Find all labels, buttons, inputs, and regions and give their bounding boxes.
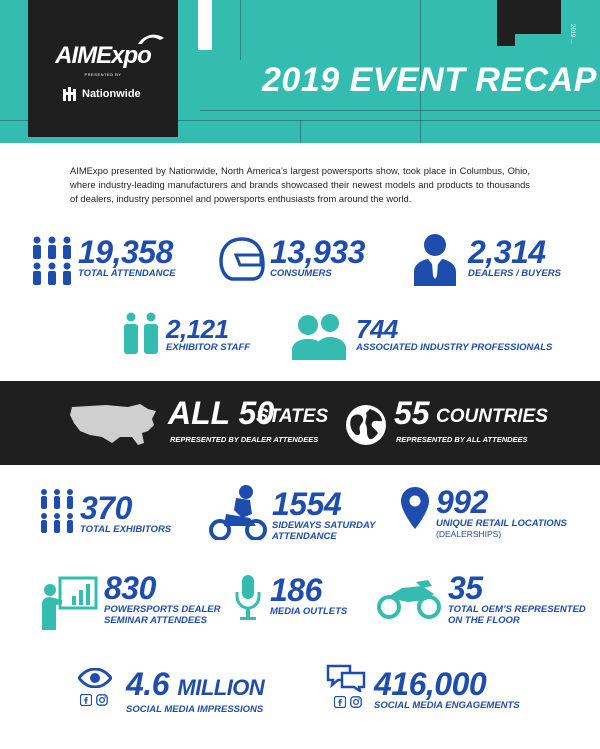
stat-value: 830 [104, 570, 156, 606]
stat-label: TOTAL EXHIBITORS [80, 524, 172, 535]
stat-label: TOTAL ATTENDANCE [78, 268, 176, 279]
stat-total-exhibitors [80, 492, 171, 535]
stat-label: MEDIA OUTLETS [270, 606, 348, 617]
countries-sub: REPRESENTED BY ALL ATTENDEES [396, 435, 528, 444]
stat-value: 1554 [272, 486, 342, 522]
instagram-icon [96, 694, 108, 706]
businessman-icon [412, 232, 458, 286]
eye-icon [78, 668, 112, 688]
stat-label-2: SEMINAR ATTENDEES [104, 615, 207, 626]
decor-white-bar [198, 0, 212, 50]
decor-black-square-small [497, 34, 515, 46]
presented-by-text: PRESENTED BY [84, 72, 122, 77]
states-sub: REPRESENTED BY DEALER ATTENDEES [170, 435, 319, 444]
countries-value: 55 [394, 395, 430, 431]
location-pin-icon [400, 486, 430, 530]
staff-pair-icon [122, 312, 160, 360]
stat-label: SOCIAL MEDIA IMPRESSIONS [126, 704, 264, 715]
stat-total-attendance [78, 236, 176, 279]
chat-bubbles-icon [326, 664, 366, 692]
reach-band [0, 381, 600, 465]
countries-unit: COUNTRIES [436, 406, 548, 427]
stat-label: CONSUMERS [270, 268, 332, 279]
side-label: 2019 ... [569, 24, 575, 45]
helmet-icon [218, 235, 266, 283]
stat-value-unit: MILLION [177, 675, 265, 700]
stat-value: 13,933 [270, 234, 365, 270]
intro-paragraph: AIMExpo presented by Nationwide, North America’s largest powersports show, took place in Columbus, Ohio, where industry-leading manufacturers and brands showcased their newest models and products to thousands of dealers, industry personnel and powersports enthusiasts from around the world. [70, 165, 530, 204]
stat-value: 2,314 [468, 234, 546, 270]
instagram-icon [350, 696, 362, 708]
motorcycle-icon [376, 578, 442, 620]
stat-value: 35 [448, 570, 483, 606]
stat-label-2: ATTENDANCE [272, 531, 337, 542]
globe-icon [344, 403, 388, 447]
stat-consumers [270, 236, 365, 279]
stat-label-2: (DEALERSHIPS) [436, 529, 502, 539]
facebook-icon [334, 696, 346, 708]
sponsor-name: Nationwide [82, 88, 141, 100]
usa-map-icon [68, 401, 160, 449]
stat-label: SIDEWAYS SATURDAY [272, 520, 376, 531]
logo-aimexpo: AIMExpo [55, 42, 151, 69]
stat-label: TOTAL OEM’S REPRESENTED [448, 604, 586, 615]
stat-social-engagements [374, 668, 520, 711]
decor-black-square [497, 0, 561, 34]
stat-retail-locations [436, 486, 567, 540]
people-group-icon [30, 236, 74, 288]
flat-track-rider-icon [206, 484, 268, 540]
stat-label: POWERSPORTS DEALER [104, 604, 221, 615]
stat-value: 744 [356, 314, 398, 344]
stat-value: 370 [80, 490, 132, 526]
stat-sideways-saturday [272, 488, 375, 542]
stat-value: 186 [270, 572, 322, 608]
nationwide-logo-icon [62, 86, 78, 102]
professionals-icon [292, 312, 346, 360]
stat-value: 19,358 [78, 234, 173, 270]
stat-social-impressions [126, 668, 264, 715]
stat-dealers-buyers [468, 236, 561, 279]
states-value: ALL 50 [168, 395, 275, 431]
presenter-icon [40, 574, 98, 630]
stat-value: 2,121 [166, 314, 229, 344]
stat-label-2: ON THE FLOOR [448, 615, 520, 626]
stat-label: DEALERS / BUYERS [468, 268, 561, 279]
stat-total-oems [448, 572, 586, 626]
stat-label: UNIQUE RETAIL LOCATIONS [436, 518, 567, 529]
facebook-icon [80, 694, 92, 706]
stat-value: 416,000 [374, 666, 487, 702]
stat-label: SOCIAL MEDIA ENGAGEMENTS [374, 700, 520, 711]
people-group-icon [38, 488, 76, 536]
stat-value: 4.6 [126, 666, 169, 702]
logo-block [28, 0, 178, 137]
states-unit: STATES [256, 406, 329, 427]
stat-exhibitor-staff [166, 316, 250, 353]
page-title: 2019 EVENT RECAP [262, 61, 597, 99]
header [0, 0, 600, 143]
stat-media-outlets [270, 574, 347, 617]
stat-industry-professionals [356, 316, 552, 353]
stat-label: ASSOCIATED INDUSTRY PROFESSIONALS [356, 342, 553, 353]
stat-seminar-attendees [104, 572, 220, 626]
stat-value: 992 [436, 484, 488, 520]
stat-label: EXHIBITOR STAFF [166, 342, 251, 353]
microphone-icon [234, 574, 262, 622]
